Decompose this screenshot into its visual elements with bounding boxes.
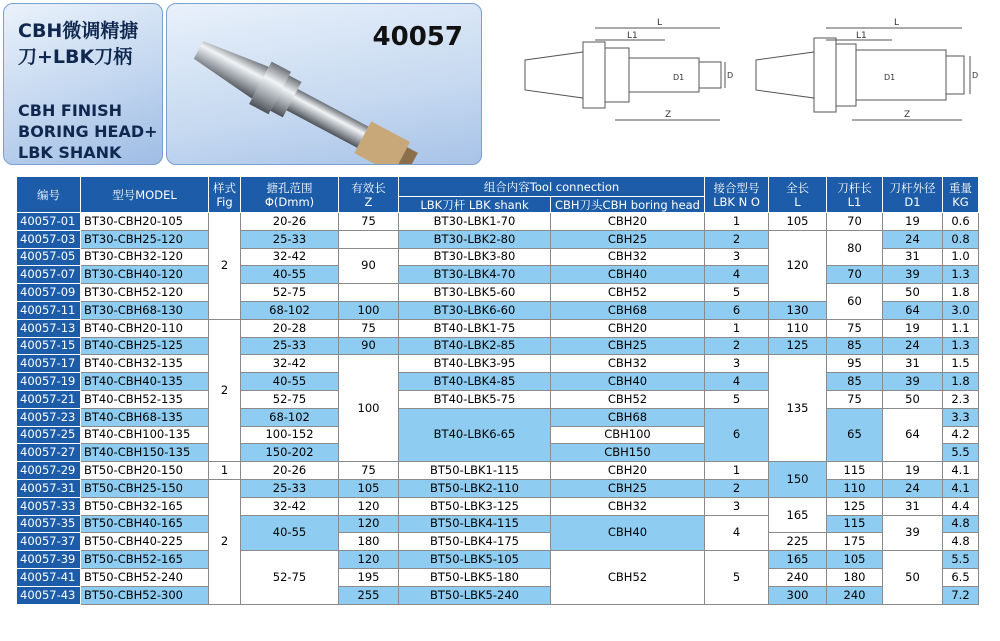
diagram-label-D: D	[727, 71, 734, 80]
cell-range: 25-33	[241, 230, 339, 248]
cell-no: 40057-39	[17, 551, 81, 569]
cell-kg: 1.0	[943, 248, 979, 266]
header-combo: 组合内容Tool connection	[399, 177, 705, 197]
cell-D1: 39	[883, 266, 943, 284]
cell-no: 40057-37	[17, 533, 81, 551]
cell-range: 40-55	[241, 266, 339, 284]
cell-z: 120	[339, 551, 399, 569]
cell-model: BT50-CBH32-165	[81, 497, 209, 515]
cell-range: 150-202	[241, 444, 339, 462]
cell-head: CBH40	[551, 515, 705, 551]
cell-fig: 2	[209, 213, 241, 320]
cell-D1: 39	[883, 373, 943, 391]
cell-L1: 180	[827, 568, 883, 586]
header-D1: 刀杆外径 D1	[883, 177, 943, 213]
cell-head: CBH20	[551, 319, 705, 337]
cell-range: 20-26	[241, 213, 339, 231]
cell-head: CBH40	[551, 373, 705, 391]
cell-head: CBH52	[551, 284, 705, 302]
product-code: 40057	[372, 22, 463, 52]
cell-z: 90	[339, 337, 399, 355]
cell-model: BT50-CBH52-165	[81, 551, 209, 569]
cell-model: BT40-CBH100-135	[81, 426, 209, 444]
cell-L1: 75	[827, 390, 883, 408]
cell-fig: 1	[209, 462, 241, 480]
cell-L1: 105	[827, 551, 883, 569]
cell-lbk: 1	[705, 462, 769, 480]
cell-range: 32-42	[241, 248, 339, 266]
table-row	[17, 586, 979, 604]
table-row	[17, 568, 979, 586]
cell-L: 150	[769, 462, 827, 498]
cell-L1: 240	[827, 586, 883, 604]
cell-L: 240	[769, 568, 827, 586]
cell-z: 120	[339, 515, 399, 533]
cell-kg: 4.2	[943, 426, 979, 444]
header-cbh-head: CBH刀头CBH boring head	[551, 197, 705, 213]
cell-range: 25-33	[241, 337, 339, 355]
cell-L: 165	[769, 551, 827, 569]
cell-model: BT50-CBH25-150	[81, 479, 209, 497]
table-row	[17, 266, 979, 284]
cell-L: 110	[769, 319, 827, 337]
cell-model: BT40-CBH52-135	[81, 390, 209, 408]
cell-shank: BT40-LBK2-85	[399, 337, 551, 355]
cell-shank: BT30-LBK4-70	[399, 266, 551, 284]
cell-shank: BT30-LBK6-60	[399, 301, 551, 319]
cell-no: 40057-15	[17, 337, 81, 355]
cell-shank: BT50-LBK4-115	[399, 515, 551, 533]
cell-shank: BT50-LBK2-110	[399, 479, 551, 497]
cell-head: CBH150	[551, 444, 705, 462]
cell-range: 25-33	[241, 479, 339, 497]
table-row	[17, 337, 979, 355]
cell-head: CBH25	[551, 479, 705, 497]
cell-head: CBH52	[551, 390, 705, 408]
cell-range: 52-75	[241, 284, 339, 302]
cell-D1: 24	[883, 479, 943, 497]
cell-model: BT30-CBH32-120	[81, 248, 209, 266]
cell-model: BT50-CBH52-300	[81, 586, 209, 604]
cell-kg: 1.3	[943, 337, 979, 355]
cell-model: BT40-CBH68-135	[81, 408, 209, 426]
cell-head: CBH52	[551, 551, 705, 604]
cell-head: CBH25	[551, 230, 705, 248]
cell-model: BT40-CBH25-125	[81, 337, 209, 355]
cell-kg: 3.3	[943, 408, 979, 426]
cell-kg: 1.8	[943, 284, 979, 302]
cell-model: BT50-CBH20-150	[81, 462, 209, 480]
cell-L1: 125	[827, 497, 883, 515]
diagram-label-L: L	[657, 18, 663, 28]
cell-head: CBH32	[551, 248, 705, 266]
cell-lbk: 1	[705, 319, 769, 337]
cell-kg: 5.5	[943, 444, 979, 462]
cell-lbk: 3	[705, 355, 769, 373]
cell-no: 40057-35	[17, 515, 81, 533]
cell-D1: 19	[883, 462, 943, 480]
cell-kg: 1.8	[943, 373, 979, 391]
cell-range: 52-75	[241, 390, 339, 408]
cell-shank: BT40-LBK1-75	[399, 319, 551, 337]
spec-table	[16, 176, 979, 605]
cell-L1: 85	[827, 373, 883, 391]
cell-head: CBH68	[551, 301, 705, 319]
cell-head: CBH40	[551, 266, 705, 284]
cell-range: 68-102	[241, 301, 339, 319]
cell-lbk: 2	[705, 230, 769, 248]
header-lbk-shank: LBK刀杆 LBK shank	[399, 197, 551, 213]
cell-L1: 115	[827, 462, 883, 480]
header-z: 有效长 Z	[339, 177, 399, 213]
cell-lbk: 3	[705, 248, 769, 266]
table-row	[17, 462, 979, 480]
cell-L1: 110	[827, 479, 883, 497]
cell-no: 40057-11	[17, 301, 81, 319]
cell-range: 32-42	[241, 497, 339, 515]
cell-model: BT40-CBH32-135	[81, 355, 209, 373]
header-kg: 重量 KG	[943, 177, 979, 213]
cell-model: BT50-CBH52-240	[81, 568, 209, 586]
cell-z: 180	[339, 533, 399, 551]
cell-model: BT30-CBH52-120	[81, 284, 209, 302]
cell-L1: 115	[827, 515, 883, 533]
cell-z	[339, 284, 399, 302]
cell-lbk: 1	[705, 213, 769, 231]
cell-range: 68-102	[241, 408, 339, 426]
table-row	[17, 373, 979, 391]
table-row	[17, 230, 979, 248]
header-model: 型号MODEL	[81, 177, 209, 213]
cell-range: 40-55	[241, 515, 339, 551]
cell-kg: 3.0	[943, 301, 979, 319]
cell-head: CBH100	[551, 426, 705, 444]
cell-model: BT30-CBH40-120	[81, 266, 209, 284]
cell-kg: 1.1	[943, 319, 979, 337]
cell-z: 195	[339, 568, 399, 586]
title-english: CBH FINISH BORING HEAD+ LBK SHANK	[18, 101, 158, 162]
cell-no: 40057-13	[17, 319, 81, 337]
cell-D1: 19	[883, 319, 943, 337]
cell-kg: 4.1	[943, 479, 979, 497]
cell-kg: 4.4	[943, 497, 979, 515]
cell-z: 105	[339, 479, 399, 497]
cell-D1: 19	[883, 213, 943, 231]
cell-L1: 60	[827, 284, 883, 320]
cell-no: 40057-25	[17, 426, 81, 444]
cell-kg: 7.2	[943, 586, 979, 604]
cell-D1: 31	[883, 248, 943, 266]
cell-no: 40057-07	[17, 266, 81, 284]
diagram-label-L: L	[894, 18, 900, 28]
table-row	[17, 284, 979, 302]
cell-model: BT40-CBH150-135	[81, 444, 209, 462]
cell-no: 40057-01	[17, 213, 81, 231]
cell-L1: 75	[827, 319, 883, 337]
cell-kg: 4.8	[943, 515, 979, 533]
cell-no: 40057-03	[17, 230, 81, 248]
cell-range: 100-152	[241, 426, 339, 444]
cell-kg: 0.6	[943, 213, 979, 231]
header-fig: 样式 Fig	[209, 177, 241, 213]
cell-model: BT40-CBH40-135	[81, 373, 209, 391]
cell-L: 105	[769, 213, 827, 231]
cell-shank: BT30-LBK5-60	[399, 284, 551, 302]
cell-z	[339, 230, 399, 248]
cell-model: BT40-CBH20-110	[81, 319, 209, 337]
cell-head: CBH32	[551, 355, 705, 373]
cell-L: 120	[769, 230, 827, 301]
cell-D1: 64	[883, 408, 943, 461]
cell-D1: 50	[883, 390, 943, 408]
title-chinese: CBH微调精搪 刀+LBK刀柄	[18, 20, 139, 68]
table-row	[17, 497, 979, 515]
cell-L: 165	[769, 497, 827, 533]
cell-range: 20-28	[241, 319, 339, 337]
cell-D1: 24	[883, 230, 943, 248]
cell-fig: 2	[209, 479, 241, 604]
product-photo-panel	[166, 3, 482, 165]
cell-D1: 24	[883, 337, 943, 355]
cell-shank: BT40-LBK3-95	[399, 355, 551, 373]
cell-model: BT30-CBH20-105	[81, 213, 209, 231]
cell-L: 300	[769, 586, 827, 604]
cell-L: 130	[769, 301, 827, 319]
cell-L1: 70	[827, 266, 883, 284]
header-range: 搪孔范围 Φ(Dmm)	[241, 177, 339, 213]
cell-no: 40057-43	[17, 586, 81, 604]
cell-lbk: 6	[705, 408, 769, 461]
cell-no: 40057-29	[17, 462, 81, 480]
table-row	[17, 390, 979, 408]
cell-no: 40057-17	[17, 355, 81, 373]
cell-shank: BT50-LBK5-240	[399, 586, 551, 604]
diagram-label-D1: D1	[884, 73, 896, 82]
cell-lbk: 3	[705, 497, 769, 515]
cell-L1: 70	[827, 213, 883, 231]
cell-L: 125	[769, 337, 827, 355]
cell-model: BT30-CBH25-120	[81, 230, 209, 248]
cell-kg: 4.1	[943, 462, 979, 480]
cell-z: 90	[339, 248, 399, 284]
cell-shank: BT40-LBK6-65	[399, 408, 551, 461]
cell-shank: BT50-LBK5-105	[399, 551, 551, 569]
cell-lbk: 5	[705, 284, 769, 302]
cell-D1: 31	[883, 355, 943, 373]
diagram-label-D1: D1	[673, 73, 685, 82]
dimension-diagram-1	[515, 10, 750, 130]
cell-model: BT50-CBH40-165	[81, 515, 209, 533]
cell-lbk: 5	[705, 390, 769, 408]
cell-kg: 5.5	[943, 551, 979, 569]
cell-shank: BT40-LBK5-75	[399, 390, 551, 408]
cell-shank: BT50-LBK3-125	[399, 497, 551, 515]
header-no: 编号	[17, 177, 81, 213]
diagram-label-Z: Z	[665, 110, 672, 120]
table-row	[17, 551, 979, 569]
cell-shank: BT30-LBK2-80	[399, 230, 551, 248]
diagram-label-L1: L1	[856, 31, 867, 41]
cell-L1: 80	[827, 230, 883, 266]
cell-L1: 95	[827, 355, 883, 373]
header-L: 全长 L	[769, 177, 827, 213]
cell-no: 40057-23	[17, 408, 81, 426]
cell-lbk: 4	[705, 266, 769, 284]
table-row	[17, 479, 979, 497]
cell-lbk: 5	[705, 551, 769, 604]
cell-z: 75	[339, 462, 399, 480]
cell-lbk: 6	[705, 301, 769, 319]
cell-shank: BT50-LBK5-180	[399, 568, 551, 586]
cell-lbk: 2	[705, 479, 769, 497]
cell-fig: 2	[209, 319, 241, 461]
cell-z: 255	[339, 586, 399, 604]
cell-head: CBH25	[551, 337, 705, 355]
title-panel	[3, 3, 163, 165]
header-lbk-no: 接合型号 LBK N O	[705, 177, 769, 213]
cell-D1: 50	[883, 284, 943, 302]
table-row	[17, 319, 979, 337]
cell-range: 52-75	[241, 551, 339, 604]
cell-kg: 0.8	[943, 230, 979, 248]
cell-no: 40057-33	[17, 497, 81, 515]
table-row	[17, 533, 979, 551]
cell-shank: BT50-LBK4-175	[399, 533, 551, 551]
cell-kg: 6.5	[943, 568, 979, 586]
diagram-label-L1: L1	[627, 31, 638, 41]
cell-head: CBH32	[551, 497, 705, 515]
cell-kg: 4.8	[943, 533, 979, 551]
cell-shank: BT40-LBK4-85	[399, 373, 551, 391]
cell-L1: 85	[827, 337, 883, 355]
cell-D1: 50	[883, 551, 943, 604]
cell-D1: 31	[883, 497, 943, 515]
cell-shank: BT30-LBK3-80	[399, 248, 551, 266]
cell-shank: BT30-LBK1-70	[399, 213, 551, 231]
cell-head: CBH20	[551, 462, 705, 480]
cell-model: BT50-CBH40-225	[81, 533, 209, 551]
cell-head: CBH20	[551, 213, 705, 231]
cell-L: 225	[769, 533, 827, 551]
cell-z: 120	[339, 497, 399, 515]
cell-head: CBH68	[551, 408, 705, 426]
cell-kg: 2.3	[943, 390, 979, 408]
cell-L1: 65	[827, 408, 883, 461]
cell-range: 32-42	[241, 355, 339, 373]
header-L1: 刀杆长 L1	[827, 177, 883, 213]
cell-range: 40-55	[241, 373, 339, 391]
cell-shank: BT50-LBK1-115	[399, 462, 551, 480]
cell-z: 75	[339, 319, 399, 337]
cell-no: 40057-19	[17, 373, 81, 391]
table-row	[17, 355, 979, 373]
table-row	[17, 408, 979, 426]
diagram-label-D: D	[972, 71, 979, 80]
table-row	[17, 213, 979, 231]
cell-z: 100	[339, 301, 399, 319]
cell-no: 40057-09	[17, 284, 81, 302]
cell-no: 40057-27	[17, 444, 81, 462]
cell-no: 40057-05	[17, 248, 81, 266]
cell-lbk: 4	[705, 515, 769, 551]
dimension-diagram-2	[752, 10, 992, 130]
cell-D1: 64	[883, 301, 943, 319]
cell-D1: 39	[883, 515, 943, 551]
table-row	[17, 515, 979, 533]
cell-kg: 1.3	[943, 266, 979, 284]
cell-no: 40057-21	[17, 390, 81, 408]
cell-L: 135	[769, 355, 827, 462]
cell-z: 100	[339, 355, 399, 462]
cell-lbk: 4	[705, 373, 769, 391]
cell-no: 40057-31	[17, 479, 81, 497]
cell-range: 20-26	[241, 462, 339, 480]
cell-kg: 1.5	[943, 355, 979, 373]
diagram-label-Z: Z	[904, 110, 911, 120]
cell-no: 40057-41	[17, 568, 81, 586]
cell-model: BT30-CBH68-130	[81, 301, 209, 319]
cell-lbk: 2	[705, 337, 769, 355]
cell-z: 75	[339, 213, 399, 231]
cell-L1: 175	[827, 533, 883, 551]
